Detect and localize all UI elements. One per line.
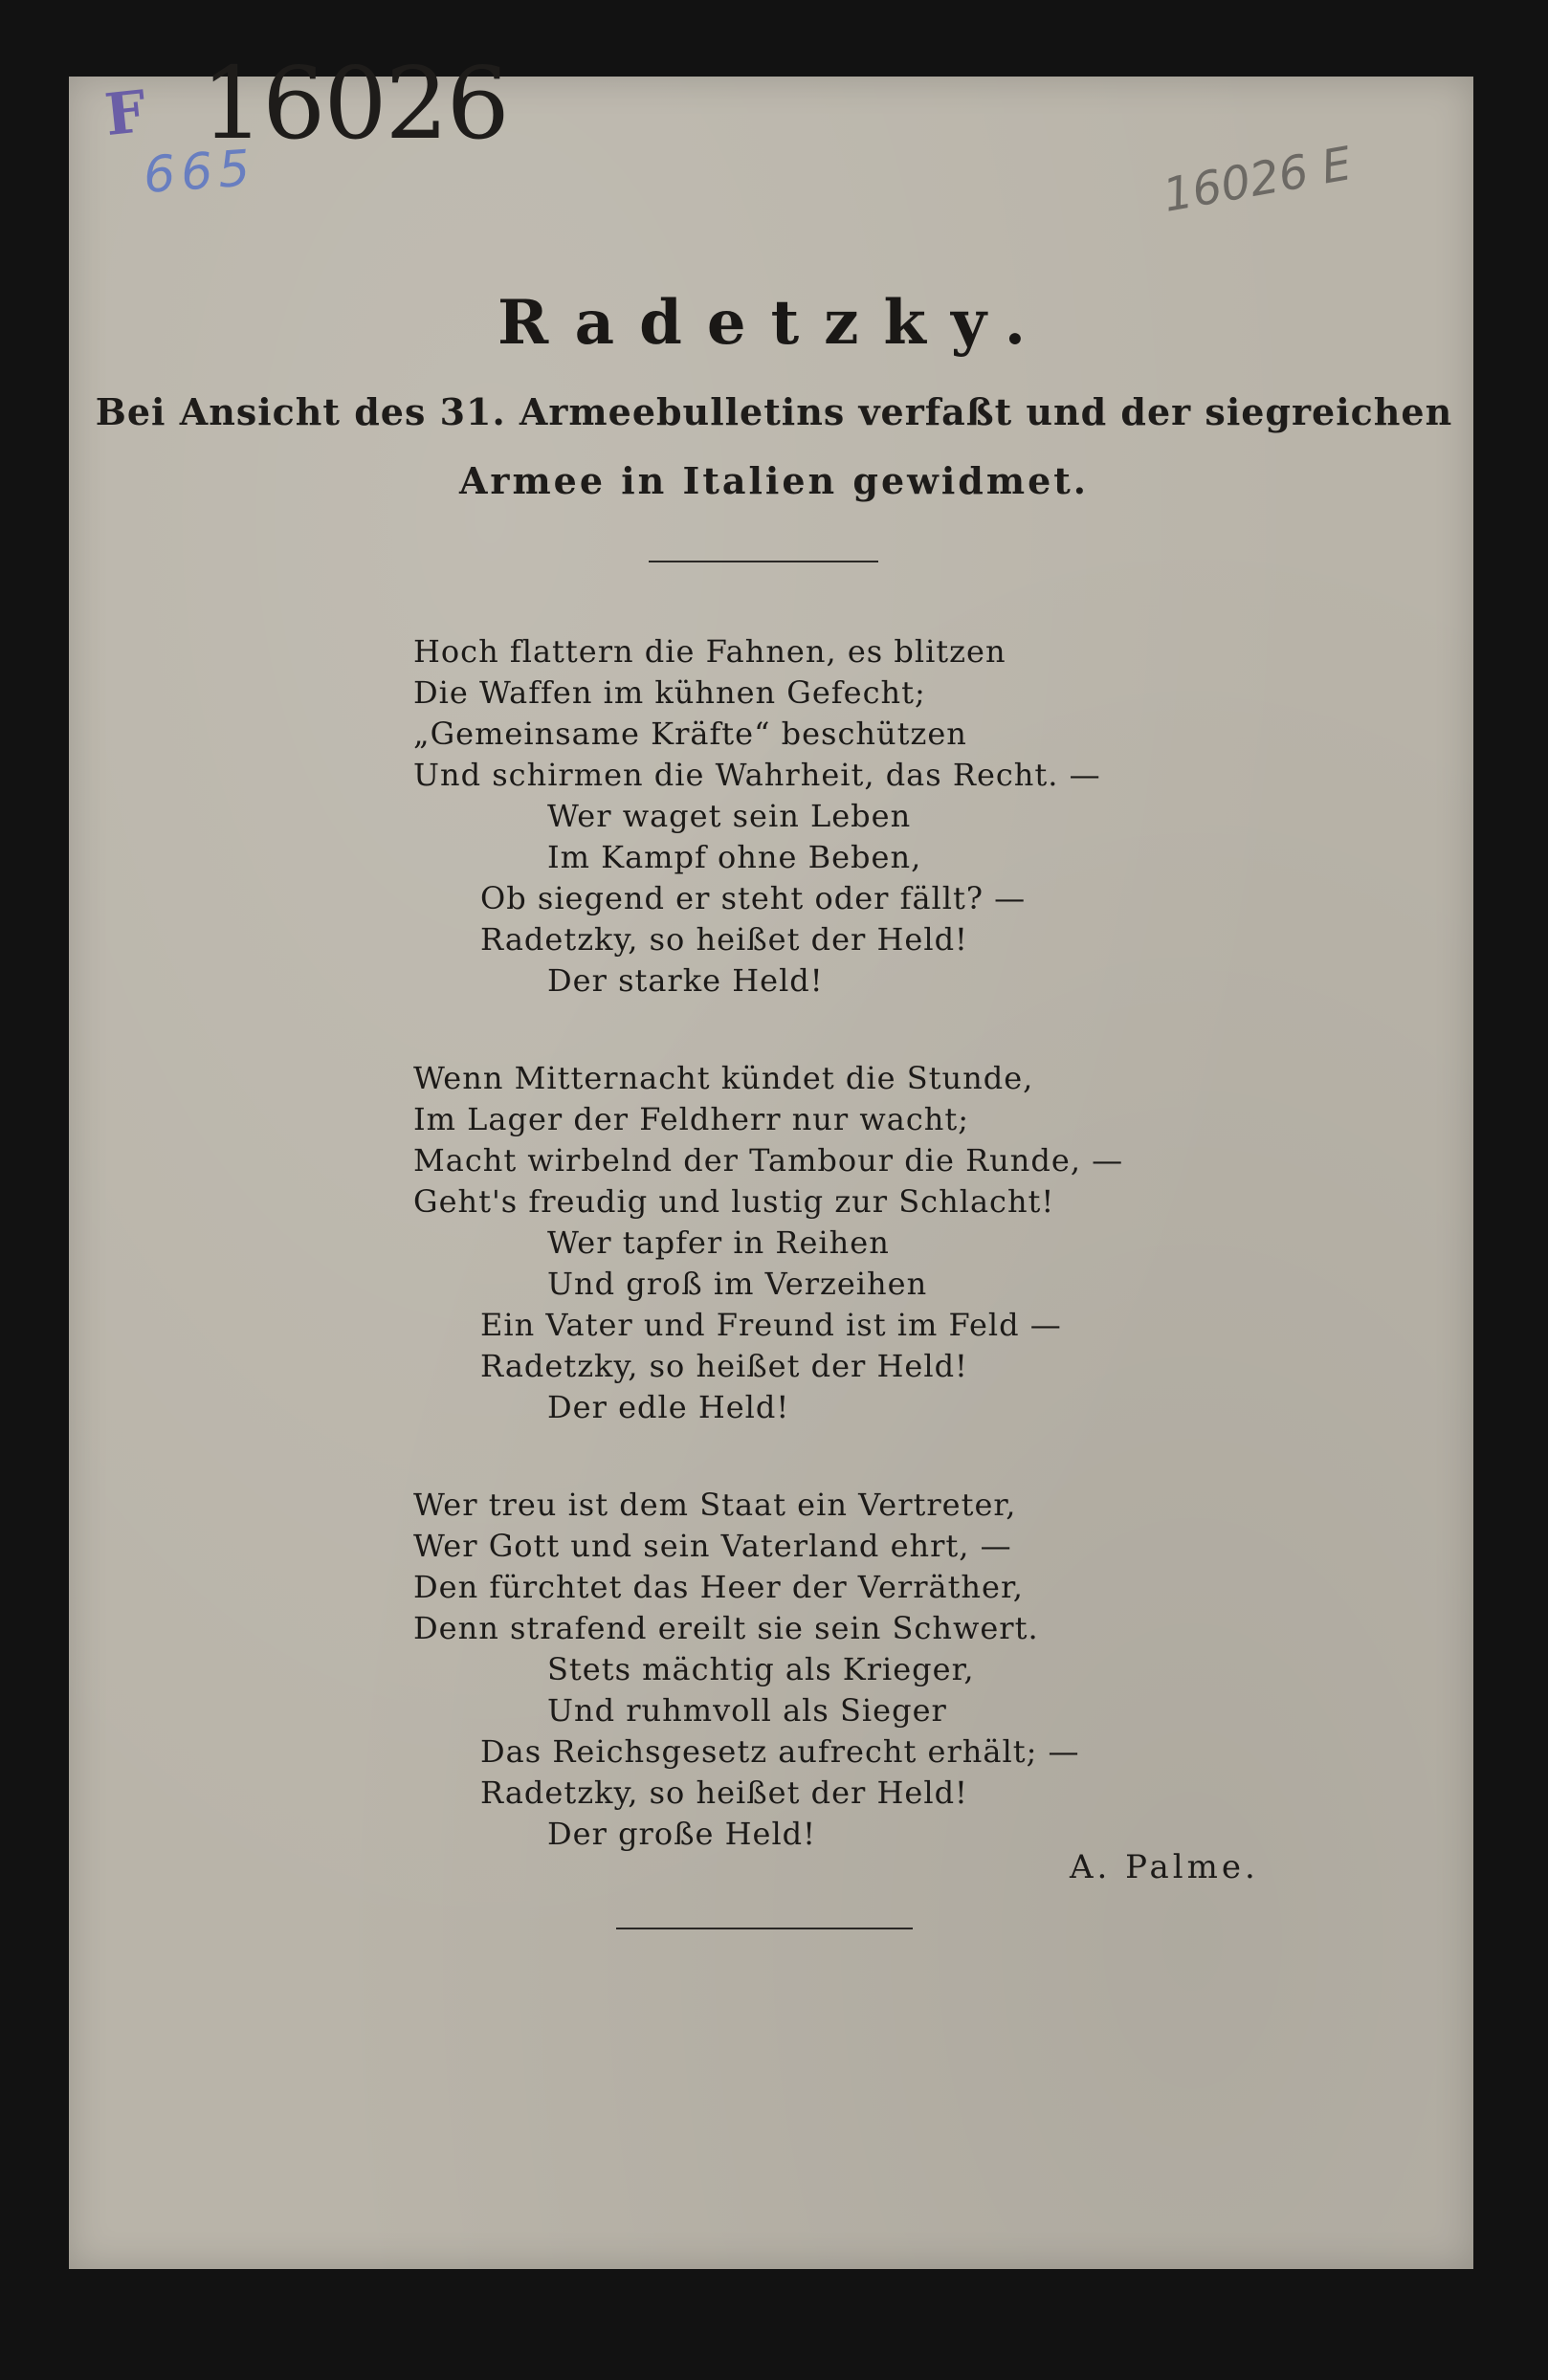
verse-line: Ein Vater und Freund ist im Feld — (480, 1307, 1062, 1343)
verse-line: Im Kampf ohne Beben, (547, 839, 922, 875)
verse-line: Der edle Held! (547, 1389, 790, 1425)
verse-line: Der große Held! (547, 1816, 817, 1852)
verse-line: Stets mächtig als Krieger, (547, 1651, 975, 1687)
verse-line: Die Waffen im kühnen Gefecht; (413, 674, 926, 711)
top-divider (649, 561, 878, 562)
verse-line: Denn strafend ereilt sie sein Schwert. (413, 1610, 1039, 1646)
verse-line: Und ruhmvoll als Sieger (547, 1692, 947, 1729)
verse-line: „Gemeinsame Kräfte“ beschützen (413, 716, 967, 752)
verse-line: Wer treu ist dem Staat ein Vertreter, (413, 1487, 1017, 1523)
verse-line: Und groß im Verzeihen (547, 1266, 928, 1302)
overwritten-number: 665 (142, 139, 258, 206)
verse-line: Wer waget sein Leben (547, 798, 912, 834)
accession-number: 16026 (201, 45, 508, 162)
verse-line: Wer tapfer in Reihen (547, 1224, 890, 1261)
archive-stamp: F (101, 77, 150, 150)
author-signature: A. Palme. (1070, 1848, 1259, 1886)
verse-line: Hoch flattern die Fahnen, es blitzen (413, 633, 1006, 670)
verse-line: Im Lager der Feldherr nur wacht; (413, 1101, 970, 1137)
pencil-annotation: 16026 E (1159, 137, 1356, 223)
verse-line: Den fürchtet das Heer der Verräther, (413, 1569, 1024, 1605)
dedication-line-1: Bei Ansicht des 31. Armeebulletins verfaßt und der siegreichen (95, 390, 1453, 433)
verse-line: Wer Gott und sein Vaterland ehrt, — (413, 1528, 1012, 1564)
verse-line: Und schirmen die Wahrheit, das Recht. — (413, 757, 1101, 793)
verse-line: Macht wirbelnd der Tambour die Runde, — (413, 1142, 1124, 1179)
verse-line: Radetzky, so heißet der Held! (480, 1348, 968, 1384)
verse-line: Radetzky, so heißet der Held! (480, 1774, 968, 1811)
verse-line: Das Reichsgesetz aufrecht erhält; — (480, 1733, 1080, 1770)
poem-title: Radetzky. (498, 287, 1050, 359)
dedication-line-2: Armee in Italien gewidmet. (458, 459, 1090, 502)
bottom-divider (616, 1928, 913, 1929)
verse-line: Der starke Held! (547, 962, 824, 999)
verse-line: Radetzky, so heißet der Held! (480, 921, 968, 958)
verse-line: Wenn Mitternacht kündet die Stunde, (413, 1060, 1034, 1096)
verse-line: Ob siegend er steht oder fällt? — (480, 880, 1027, 916)
verse-line: Geht's freudig und lustig zur Schlacht! (413, 1183, 1055, 1220)
